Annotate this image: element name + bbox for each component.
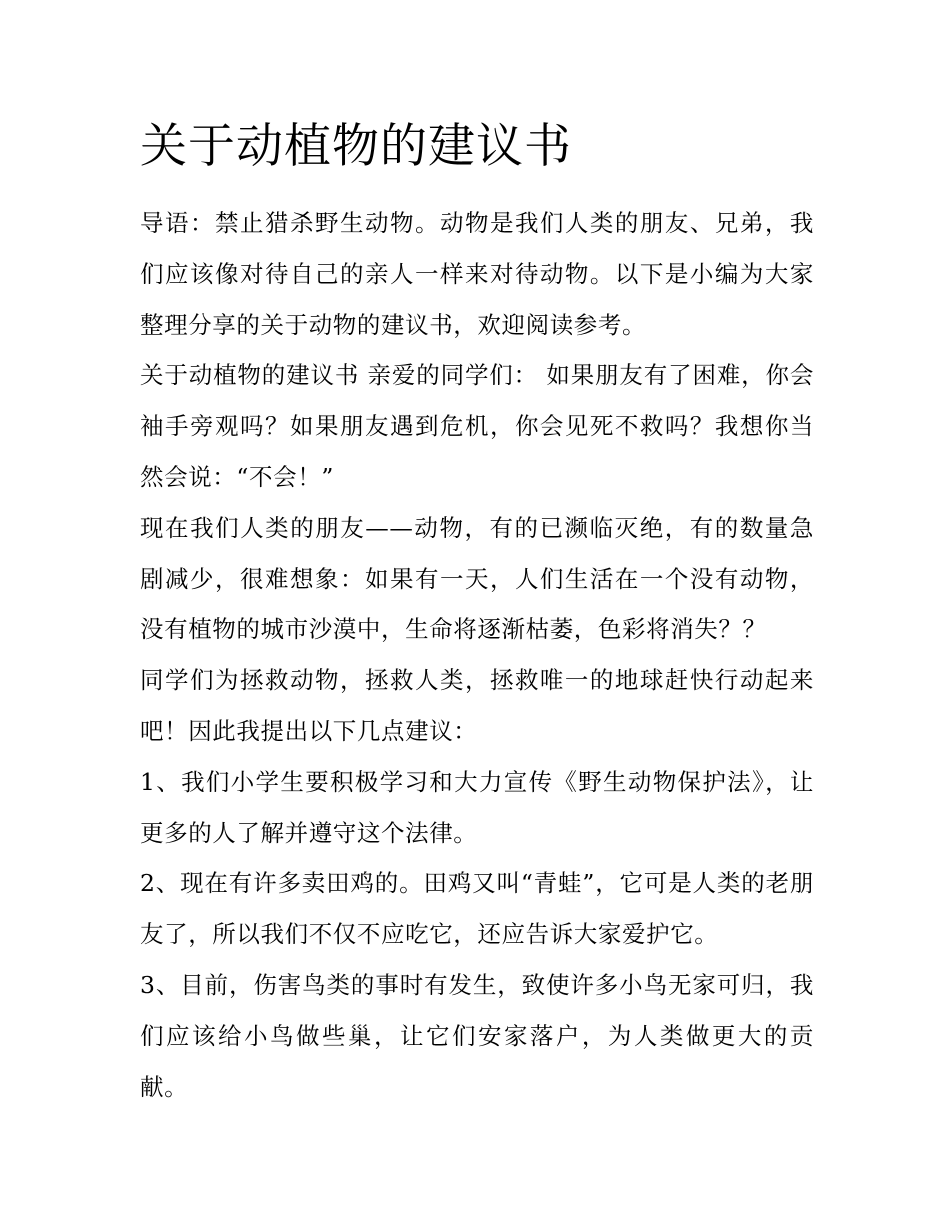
paragraph-call-to-action: 同学们为拯救动物，拯救人类，拯救唯一的地球赶快行动起来吧！因此我提出以下几点建议： [140,666,814,745]
paragraph-suggestion-2: 2、现在有许多卖田鸡的。田鸡又叫“青蛙”，它可是人类的老朋友了，所以我们不仅不应吃它，还应告诉大家爱护它。 [140,869,814,949]
document-body [140,198,814,1112]
paragraph-situation: 现在我们人类的朋友——动物，有的已濒临灭绝，有的数量急剧减少，很难想象：如果有一天，人们生活在一个没有动物，没有植物的城市沙漠中，生命将逐渐枯萎，色彩将消失？？ [140,513,814,644]
paragraph-suggestion-1: 1、我们小学生要积极学习和大力宣传《野生动物保护法》，让更多的人了解并遵守这个法律。 [140,767,814,847]
paragraph-intro: 导语：禁止猎杀野生动物。动物是我们人类的朋友、兄弟，我们应该像对待自己的亲人一样来对待动物。以下是小编为大家整理分享的关于动物的建议书，欢迎阅读参考。 [140,209,814,339]
document-title: 关于动植物的建议书 [140,119,572,174]
paragraph-greeting: 关于动植物的建议书 亲爱的同学们： 如果朋友有了困难，你会袖手旁观吗？如果朋友遇到危机，你会见死不救吗？我想你当然会说：“不会！” [140,361,814,491]
paragraph-suggestion-3: 3、目前，伤害鸟类的事时有发生，致使许多小鸟无家可归，我们应该给小鸟做些巢，让它们安家落户，为人类做更大的贡献。 [140,970,814,1101]
